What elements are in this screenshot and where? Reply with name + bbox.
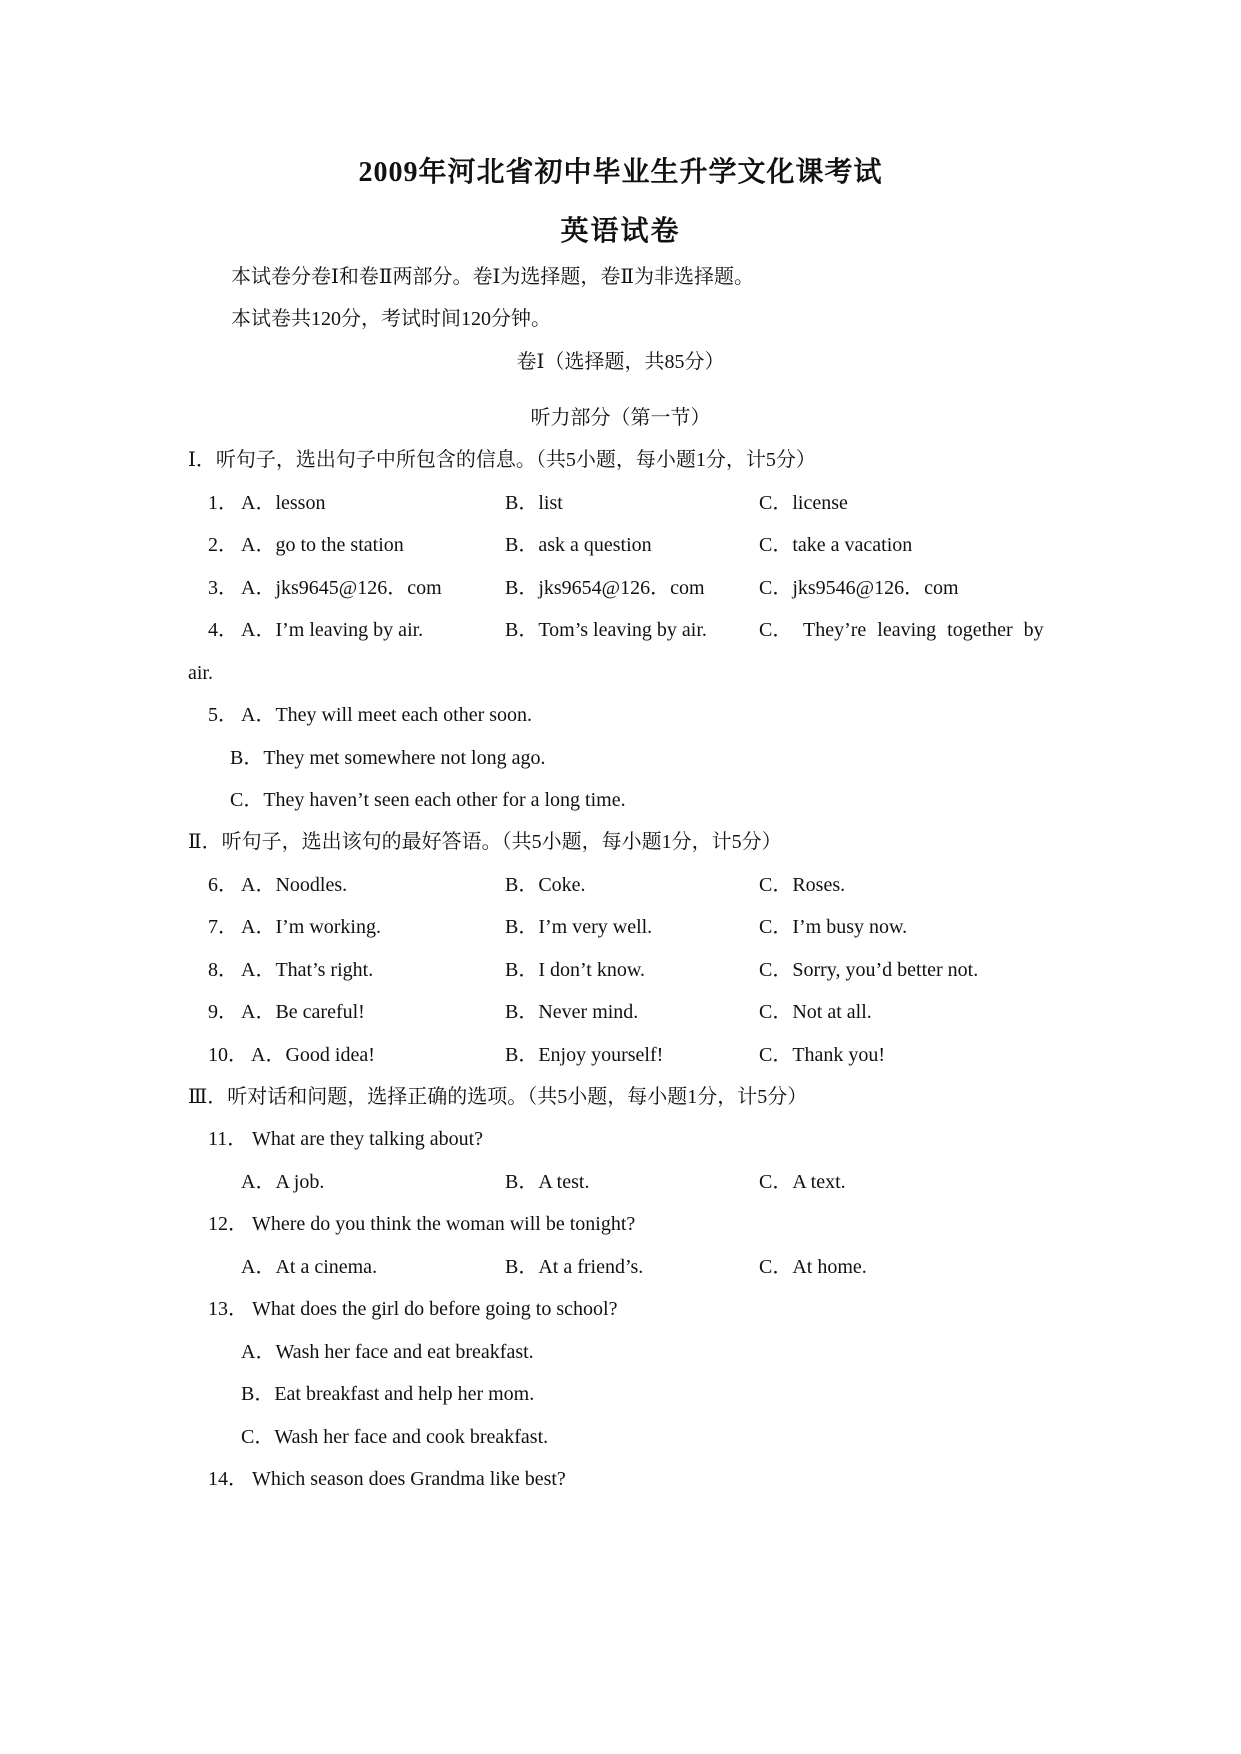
option-b: B．Never mind.	[505, 1001, 639, 1023]
question-number: 7．	[208, 916, 238, 938]
question-number: 2．	[208, 534, 238, 556]
listening-heading: 听力部分（第一节）	[530, 407, 711, 429]
option-c: C．license	[759, 492, 848, 514]
question-number: 13．	[208, 1298, 248, 1320]
option-a: A．jks9645@126．com	[241, 577, 442, 599]
option-c: C．Not at all.	[759, 1001, 872, 1023]
option-b: B．jks9654@126．com	[505, 577, 705, 599]
option-b: B．Coke.	[505, 874, 586, 896]
question-number: 11．	[208, 1128, 248, 1150]
option-b: B．Eat breakfast and help her mom.	[241, 1383, 535, 1405]
option-b: B．Tom’s leaving by air.	[505, 619, 707, 641]
option-b: B．ask a question	[505, 534, 652, 556]
option-c: C．Roses.	[759, 874, 846, 896]
option-a: A．Noodles.	[241, 874, 348, 896]
question-number: 6．	[208, 874, 238, 896]
option-c: C．Sorry, you’d better not.	[759, 959, 979, 981]
section3-heading: Ⅲ．听对话和问题，选择正确的选项。（共5小题，每小题1分，计5分）	[188, 1086, 808, 1108]
exam-title: 2009年河北省初中毕业生升学文化课考试	[358, 157, 883, 188]
option-c: C．I’m busy now.	[759, 916, 908, 938]
question-stem: Where do you think the woman will be tonight?	[252, 1213, 636, 1235]
option-a: A．Be careful!	[241, 1001, 365, 1023]
option-a: A．Wash her face and eat breakfast.	[241, 1341, 534, 1363]
option-b: B．At a friend’s.	[505, 1256, 644, 1278]
option-a: A．go to the station	[241, 534, 404, 556]
option-c: C．They haven’t seen each other for a long time.	[230, 789, 626, 811]
question-number: 14．	[208, 1468, 248, 1490]
option-a: A．That’s right.	[241, 959, 374, 981]
volume1-heading: 卷Ⅰ（选择题，共85分）	[516, 351, 725, 373]
option-b: B．Enjoy yourself!	[505, 1044, 664, 1066]
question-number: 12．	[208, 1213, 248, 1235]
option-a: A．Good idea!	[251, 1044, 375, 1066]
question-stem: What are they talking about?	[252, 1128, 484, 1150]
question-stem: What does the girl do before going to school?	[252, 1298, 618, 1320]
option-b: B．I don’t know.	[505, 959, 645, 981]
option-c: C．jks9546@126．com	[759, 577, 959, 599]
section1-heading: Ⅰ．听句子，选出句子中所包含的信息。（共5小题，每小题1分，计5分）	[188, 449, 816, 471]
question-number: 1．	[208, 492, 238, 514]
question-number: 3．	[208, 577, 238, 599]
question-number: 8．	[208, 959, 238, 981]
option-b: B．I’m very well.	[505, 916, 653, 938]
question-number: 10．	[208, 1044, 248, 1066]
option-a: A．They will meet each other soon.	[241, 704, 533, 726]
option-c: C．Thank you!	[759, 1044, 886, 1066]
option-c: C．At home.	[759, 1256, 867, 1278]
option-b: B．A test.	[505, 1171, 590, 1193]
option-b: B．They met somewhere not long ago.	[230, 747, 546, 769]
option-c: C．A text.	[759, 1171, 846, 1193]
question-number: 9．	[208, 1001, 238, 1023]
question-number: 5．	[208, 704, 238, 726]
exam-subtitle: 英语试卷	[560, 216, 681, 247]
option-a: A．At a cinema.	[241, 1256, 378, 1278]
option-a: A．I’m leaving by air.	[241, 619, 424, 641]
question-number: 4．	[208, 619, 238, 641]
question-stem: Which season does Grandma like best?	[252, 1468, 566, 1490]
section2-heading: Ⅱ．听句子，选出该句的最好答语。（共5小题，每小题1分，计5分）	[188, 831, 782, 853]
option-b: B．list	[505, 492, 563, 514]
option-a: A．lesson	[241, 492, 326, 514]
option-a: A．A job.	[241, 1171, 325, 1193]
intro-line-1: 本试卷分卷Ⅰ和卷Ⅱ两部分。卷Ⅰ为选择题，卷Ⅱ为非选择题。	[231, 266, 754, 288]
option-c-continuation: air.	[188, 662, 213, 684]
option-c: C． They’re leaving together by	[759, 619, 1044, 641]
option-c: C．Wash her face and cook breakfast.	[241, 1426, 549, 1448]
option-c: C．take a vacation	[759, 534, 913, 556]
intro-line-2: 本试卷共120分，考试时间120分钟。	[231, 308, 551, 330]
option-a: A．I’m working.	[241, 916, 381, 938]
